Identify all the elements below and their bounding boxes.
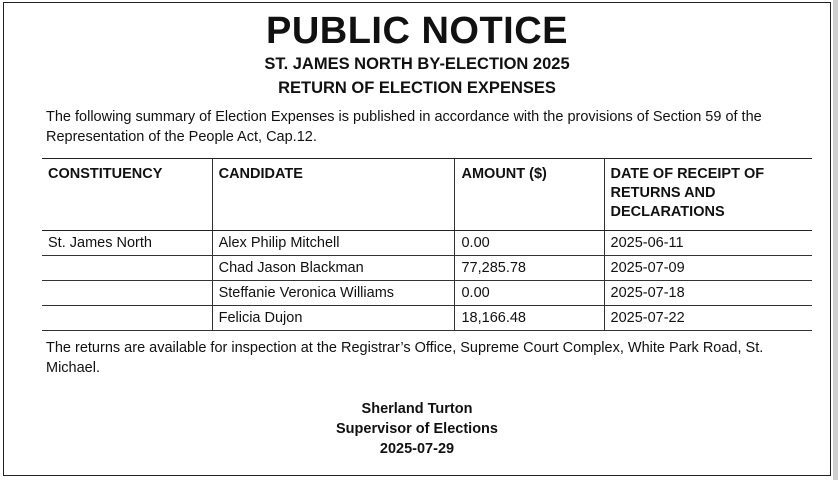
inspection-note: The returns are available for inspection at the Registrar’s Office, Supreme Court Complex, White Park Road, St. Michael. <box>46 340 764 376</box>
cell-constituency <box>42 281 212 306</box>
table-row <box>42 256 812 281</box>
cell-constituency <box>42 306 212 331</box>
expenses-table <box>42 158 812 331</box>
return-subtitle: RETURN OF ELECTION EXPENSES <box>278 79 556 97</box>
cell-constituency: St. James North <box>42 231 212 256</box>
table-row <box>42 306 812 331</box>
cell-amount: 0.00 <box>455 281 604 306</box>
notice-date: 2025-07-29 <box>379 441 455 457</box>
page-edge <box>833 0 838 480</box>
public-notice <box>3 2 831 476</box>
cell-amount: 77,285.78 <box>455 256 604 281</box>
cell-candidate: Chad Jason Blackman <box>212 256 455 281</box>
cell-amount: 0.00 <box>455 231 604 256</box>
cell-candidate: Alex Philip Mitchell <box>212 231 455 256</box>
cell-candidate: Felicia Dujon <box>212 306 455 331</box>
signatory-role: Supervisor of Elections <box>336 421 498 437</box>
table-header-row <box>42 159 812 231</box>
header-date: DATE OF RECEIPT OF RETURNS AND DECLARATIONS <box>604 159 812 231</box>
table-row <box>42 231 812 256</box>
header-constituency: CONSTITUENCY <box>42 159 212 231</box>
header-candidate: CANDIDATE <box>212 159 455 231</box>
table-row <box>42 281 812 306</box>
cell-date: 2025-06-11 <box>604 231 812 256</box>
header-amount: AMOUNT ($) <box>455 159 604 231</box>
cell-amount: 18,166.48 <box>455 306 604 331</box>
notice-title: PUBLIC NOTICE <box>265 10 569 52</box>
signatory-name: Sherland Turton <box>361 401 473 417</box>
cell-date: 2025-07-09 <box>604 256 812 281</box>
cell-date: 2025-07-22 <box>604 306 812 331</box>
cell-constituency <box>42 256 212 281</box>
cell-date: 2025-07-18 <box>604 281 812 306</box>
election-subtitle: ST. JAMES NORTH BY-ELECTION 2025 <box>264 55 570 73</box>
intro-paragraph: The following summary of Election Expenses is published in accordance with the provisions of Section 59 of the Representation of the People Act, Cap.12. <box>46 109 762 145</box>
cell-candidate: Steffanie Veronica Williams <box>212 281 455 306</box>
